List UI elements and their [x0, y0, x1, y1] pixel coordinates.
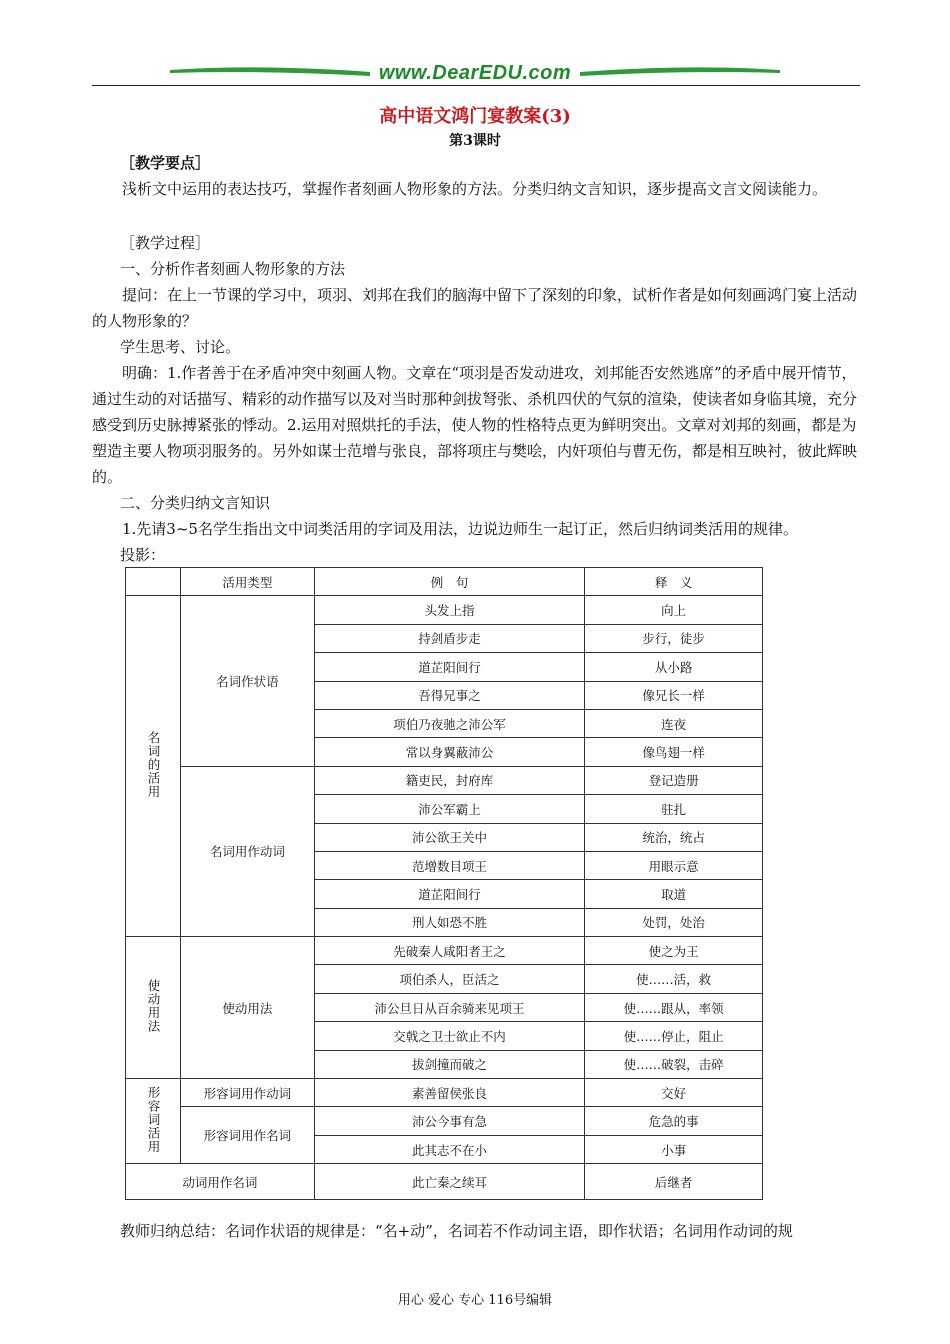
group-noun: 名词的活用: [126, 596, 181, 937]
group-adj: 形容词活用: [126, 1079, 181, 1164]
meaning-cell: 取道: [585, 880, 763, 908]
example-cell: 此其志不在小: [314, 1135, 584, 1163]
meaning-cell: 小事: [585, 1135, 763, 1163]
example-cell: 道芷阳间行: [314, 653, 584, 681]
header-example: 例 句: [314, 568, 584, 596]
word-usage-table: [125, 567, 763, 1200]
discussion-text: 学生思考、讨论。: [120, 338, 241, 356]
table-row: [126, 1079, 763, 1107]
sub-adj-noun: 形容词用作名词: [181, 1107, 315, 1164]
group-causative: 使动用法: [126, 937, 181, 1079]
meaning-cell: 登记造册: [585, 766, 763, 794]
meaning-cell: 使……破裂，击碎: [585, 1050, 763, 1078]
table-row: [126, 766, 763, 794]
projection-label: 投影：: [120, 546, 166, 564]
table-row: [126, 1107, 763, 1135]
meaning-cell: 使……停止，阻止: [585, 1022, 763, 1050]
example-cell: 先破秦人咸阳者王之: [314, 937, 584, 965]
table-row: [126, 596, 763, 624]
meaning-cell: 交好: [585, 1079, 763, 1107]
example-cell: 道芷阳间行: [314, 880, 584, 908]
step1-text: 1.先请3~5名学生指出文中词类活用的字词及用法，边说边师生一起订正，然后归纳词类活用的规律。: [122, 520, 798, 538]
example-cell: 素善留侯张良: [314, 1079, 584, 1107]
sub-noun-verb: 名词用作动词: [181, 766, 315, 936]
document-title: 高中语文鸿门宴教案(3): [379, 106, 571, 127]
meaning-cell: 处罚，处治: [585, 908, 763, 936]
meaning-cell: 使……活，救: [585, 965, 763, 993]
meaning-cell: 使……跟从，率领: [585, 993, 763, 1021]
example-cell: 籍吏民，封府库: [314, 766, 584, 794]
header-divider: [92, 85, 860, 86]
meaning-cell: 像鸟翅一样: [585, 738, 763, 766]
lesson-number: 第3课时: [449, 133, 501, 149]
sub-adj-verb: 形容词用作动词: [181, 1079, 315, 1107]
page-footer: 用心 爱心 专心 116号编辑: [397, 1293, 553, 1308]
focus-text: 浅析文中运用的表达技巧，掌握作者刻画人物形象的方法。分类归纳文言知识，逐步提高文言文阅读能力。: [122, 180, 828, 198]
focus-heading: ［教学要点］: [120, 154, 211, 172]
table-row: [126, 937, 763, 965]
clarify-text: 明确：1.作者善于在矛盾冲突中刻画人物。文章在“项羽是否发动进攻，刘邦能否安然逃席”的矛盾中展开情节，通过生动的对话描写、精彩的动作描写以及对当时那种剑拔弩张、杀机四伏的气氛的渲染，使读者如身临其境，充分感受到历史脉搏紧张的悸动。2.运用对照烘托的手法，使人物的性格特点更为鲜明突出。文章对刘邦的刻画，都是为塑造主要人物项羽服务的。另外如谋士范增与张良，部将项庄与樊哙，内奸项伯与曹无伤，都是相互映衬，彼此辉映的。: [92, 364, 858, 486]
example-cell: 常以身翼蔽沛公: [314, 738, 584, 766]
example-cell: 持剑盾步走: [314, 624, 584, 652]
example-cell: 沛公军霸上: [314, 795, 584, 823]
meaning-cell: 危急的事: [585, 1107, 763, 1135]
meaning-cell: 从小路: [585, 653, 763, 681]
header-blank-cell: [126, 568, 181, 596]
question-text: 提问：在上一节课的学习中，项羽、刘邦在我们的脑海中留下了深刻的印象，试析作者是如何刻画鸿门宴上活动的人物形象的？: [92, 286, 858, 330]
example-cell: 沛公欲王关中: [314, 823, 584, 851]
meaning-cell: 使之为王: [585, 937, 763, 965]
table-row: [126, 1164, 763, 1200]
example-cell: 交戟之卫士欲止不内: [314, 1022, 584, 1050]
header-type: 活用类型: [181, 568, 315, 596]
sub-verb-noun: 动词用作名词: [126, 1164, 315, 1200]
meaning-cell: 后继者: [585, 1164, 763, 1200]
brand-logo-text[interactable]: www.DearEDU.com: [378, 62, 572, 84]
meaning-cell: 连夜: [585, 709, 763, 737]
header-meaning: 释 义: [585, 568, 763, 596]
part2-heading: 二、分类归纳文言知识: [120, 494, 271, 512]
meaning-cell: 统治，统占: [585, 823, 763, 851]
meaning-cell: 向上: [585, 596, 763, 624]
example-cell: 沛公旦日从百余骑来见项王: [314, 993, 584, 1021]
meaning-cell: 用眼示意: [585, 851, 763, 879]
summary-text: 教师归纳总结：名词作状语的规律是：“名+动”，名词若不作动词主语，即作状语；名词用作动词的规: [120, 1222, 793, 1240]
example-cell: 头发上指: [314, 596, 584, 624]
part1-heading: 一、分析作者刻画人物形象的方法: [120, 260, 346, 278]
example-cell: 项伯乃夜驰之沛公军: [314, 709, 584, 737]
process-heading: ［教学过程］: [120, 234, 211, 252]
example-cell: 吾得兄事之: [314, 681, 584, 709]
example-cell: 范增数目项王: [314, 851, 584, 879]
example-cell: 拔剑撞而破之: [314, 1050, 584, 1078]
example-cell: 项伯杀人，臣活之: [314, 965, 584, 993]
example-cell: 沛公今事有急: [314, 1107, 584, 1135]
table-header-row: [126, 568, 763, 596]
example-cell: 此亡秦之续耳: [314, 1164, 584, 1200]
meaning-cell: 步行，徒步: [585, 624, 763, 652]
meaning-cell: 驻扎: [585, 795, 763, 823]
example-cell: 刑人如恐不胜: [314, 908, 584, 936]
sub-noun-adverbial: 名词作状语: [181, 596, 315, 766]
meaning-cell: 像兄长一样: [585, 681, 763, 709]
sub-causative: 使动用法: [181, 937, 315, 1079]
